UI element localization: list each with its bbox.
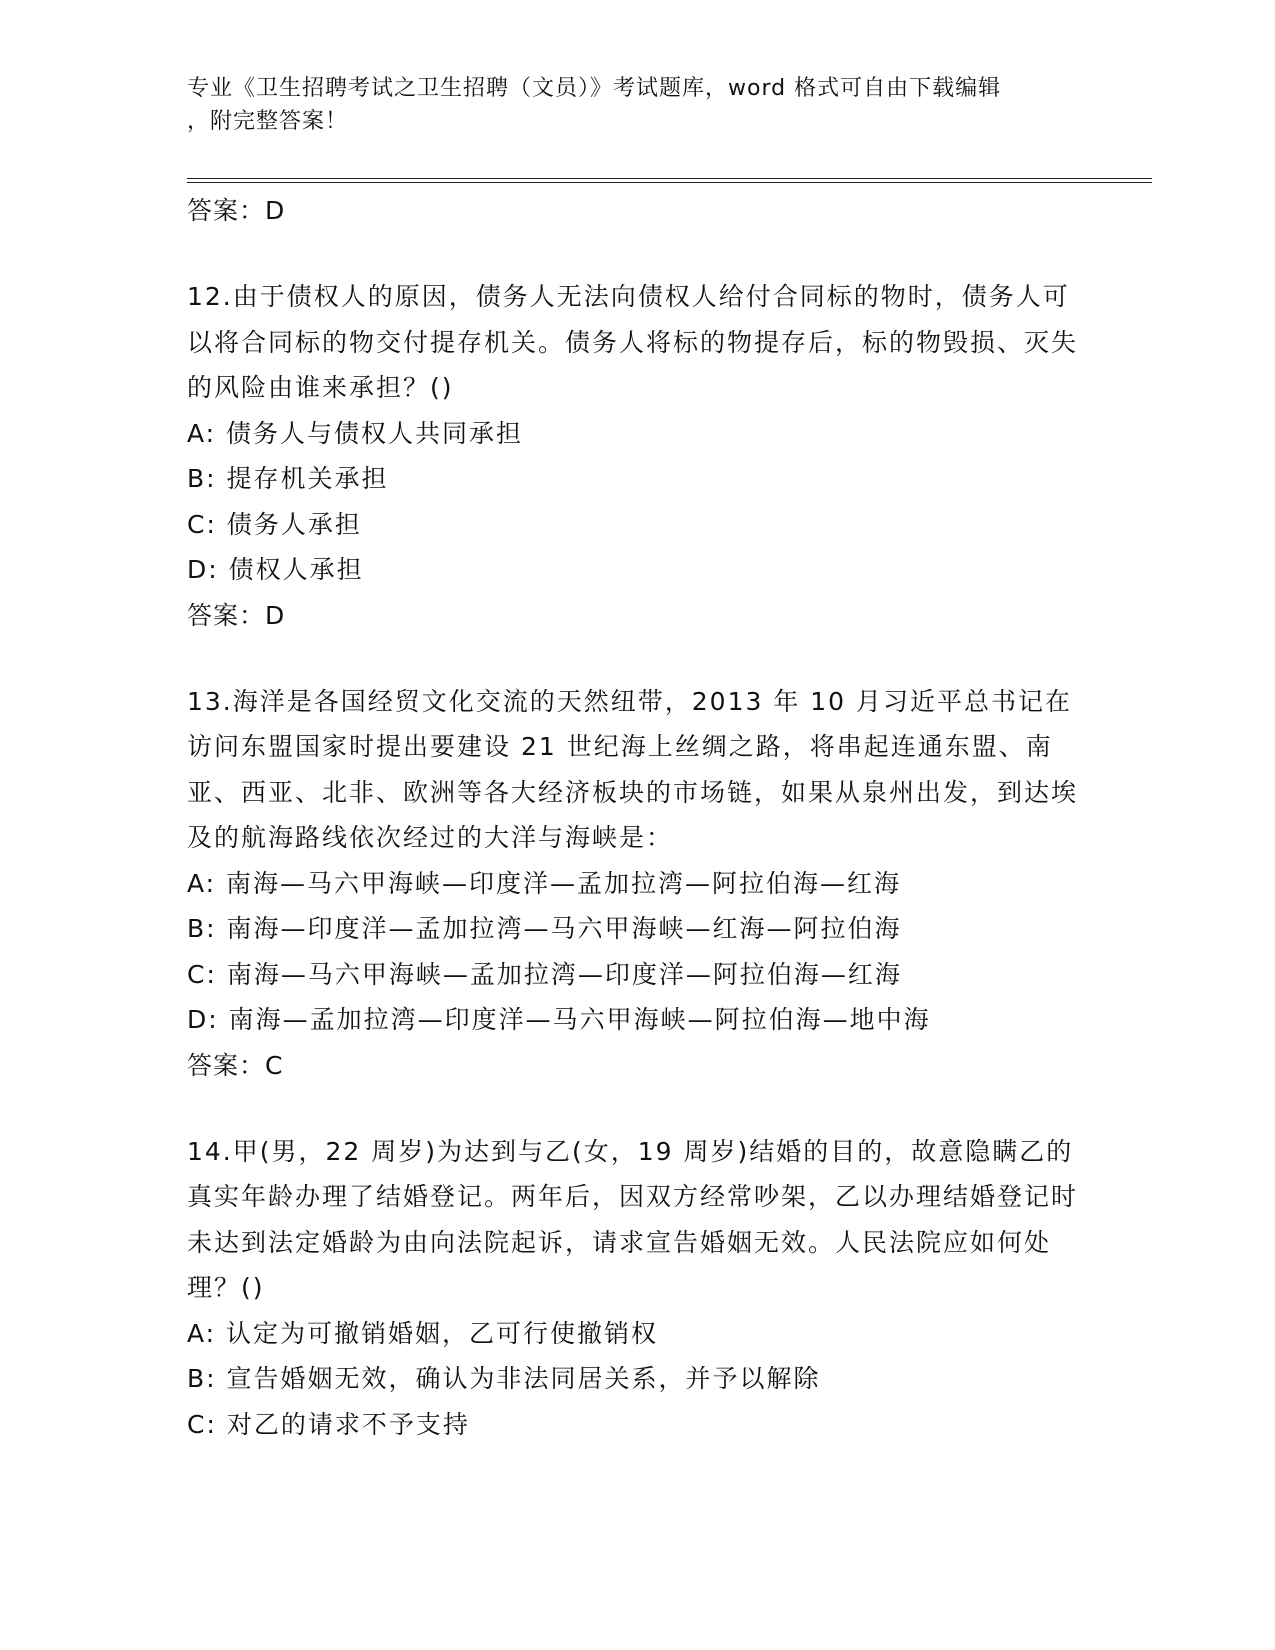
question-12 bbox=[187, 274, 1087, 638]
option-a: A: 南海—马六甲海峡—印度洋—孟加拉湾—阿拉伯海—红海 bbox=[187, 868, 902, 898]
header-line-2: ，附完整答案！ bbox=[187, 109, 349, 134]
question-14 bbox=[187, 1129, 1087, 1448]
option-a: A: 认定为可撤销婚姻，乙可行使撤销权 bbox=[187, 1318, 659, 1348]
document-body bbox=[187, 188, 1087, 1447]
option-c: C: 债务人承担 bbox=[187, 509, 362, 539]
header-rule-bottom bbox=[187, 182, 1152, 183]
document-header bbox=[187, 72, 1087, 138]
option-a: A: 债务人与债权人共同承担 bbox=[187, 418, 524, 448]
option-c: C: 南海—马六甲海峡—孟加拉湾—印度洋—阿拉伯海—红海 bbox=[187, 959, 902, 989]
option-c: C: 对乙的请求不予支持 bbox=[187, 1409, 470, 1439]
question-stem: 14.甲(男，22 周岁)为达到与乙(女，19 周岁)结婚的目的，故意隐瞒乙的真实年龄办理了结婚登记。两年后，因双方经常吵架，乙以办理结婚登记时未达到法定婚龄为由向法院起诉，请求宣告婚姻无效。人民法院应如何处理？() bbox=[187, 1136, 1079, 1302]
answer-line: 答案：D bbox=[187, 196, 286, 225]
option-d: D: 债权人承担 bbox=[187, 555, 364, 584]
option-b: B: 南海—印度洋—孟加拉湾—马六甲海峡—红海—阿拉伯海 bbox=[187, 914, 902, 943]
question-stem: 12.由于债权人的原因，债务人无法向债权人给付合同标的物时，债务人可以将合同标的物交付提存机关。债务人将标的物提存后，标的物毁损、灭失的风险由谁来承担？() bbox=[187, 282, 1079, 402]
answer-line: 答案：C bbox=[187, 1050, 284, 1080]
option-d: D: 南海—孟加拉湾—印度洋—马六甲海峡—阿拉伯海—地中海 bbox=[187, 1005, 931, 1034]
answer-line: 答案：D bbox=[187, 600, 286, 630]
question-13 bbox=[187, 679, 1087, 1088]
question-stem: 13.海洋是各国经贸文化交流的天然纽带，2013 年 10 月习近平总书记在访问东盟国家时提出要建设 21 世纪海上丝绸之路，将串起连通东盟、南亚、西亚、北非、欧洲等各大经济板块的市场链，如果从泉州出发，到达埃及的航海路线依次经过的大洋与海峡是： bbox=[187, 686, 1079, 852]
header-line-1: 专业《卫生招聘考试之卫生招聘（文员）》考试题库，word 格式可自由下载编辑 bbox=[187, 76, 1002, 101]
header-rule-top bbox=[187, 178, 1152, 179]
option-b: B: 宣告婚姻无效，确认为非法同居关系，并予以解除 bbox=[187, 1364, 821, 1393]
option-b: B: 提存机关承担 bbox=[187, 464, 389, 493]
